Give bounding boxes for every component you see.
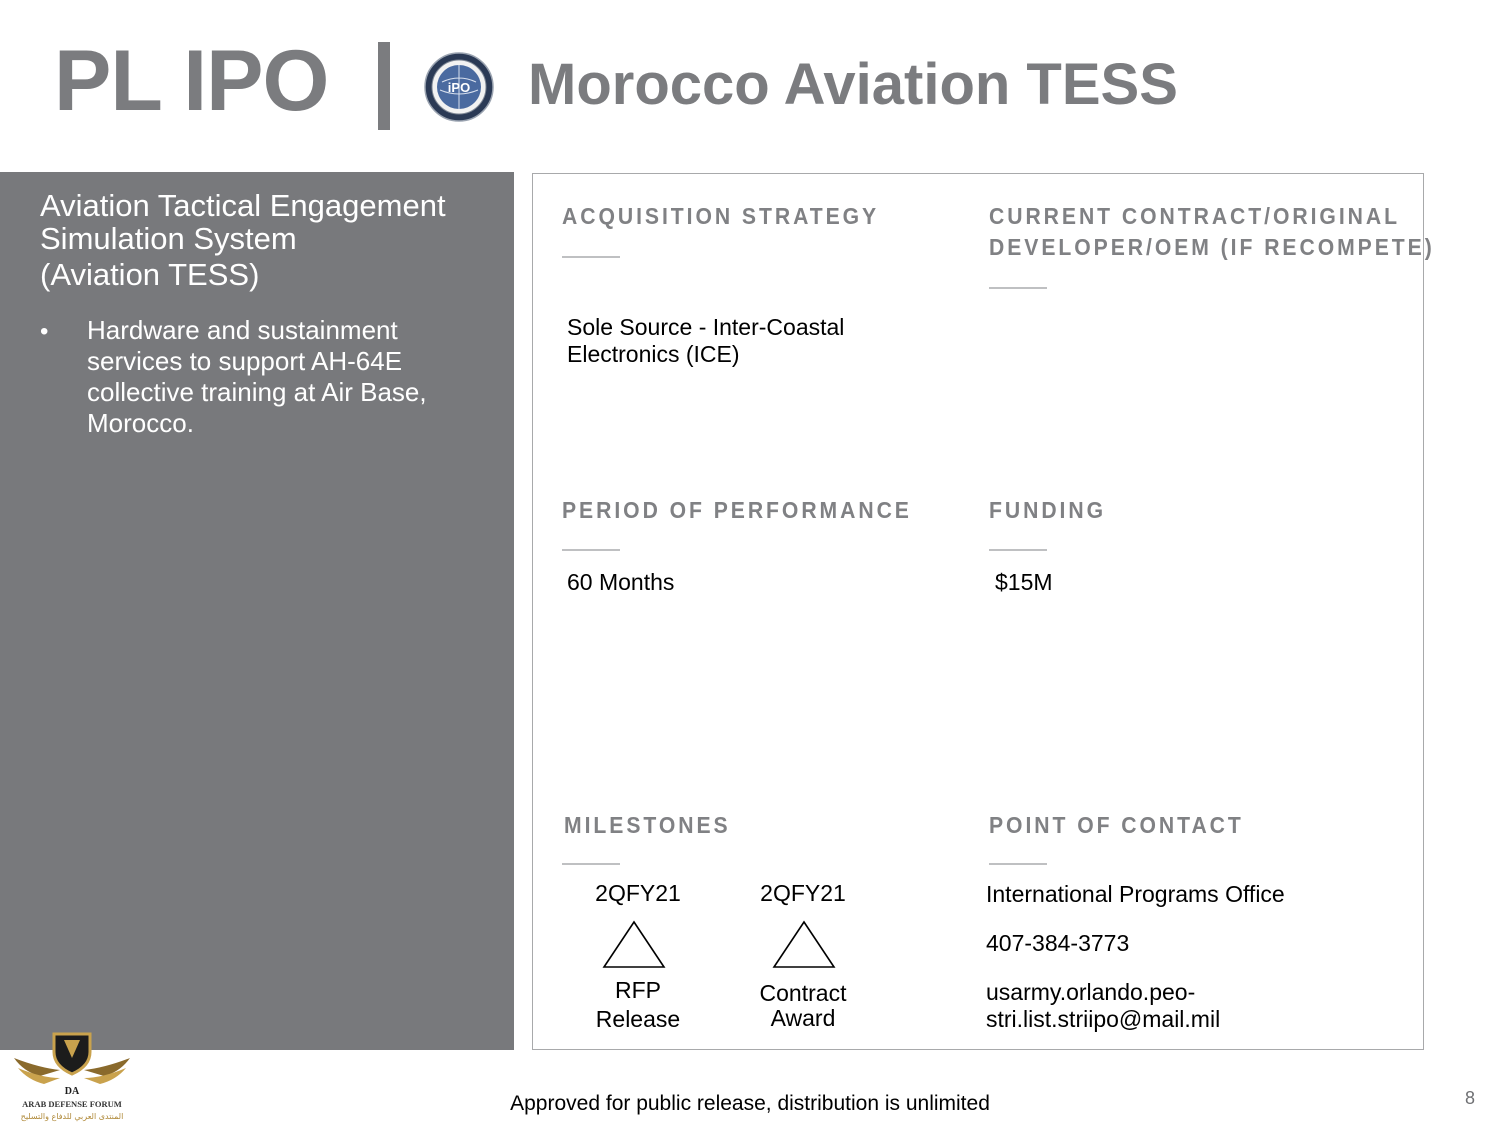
- program-description: Hardware and sustainment services to support AH-64E collective training at Air Base, Morocco.: [87, 315, 427, 438]
- acquisition-rule: [562, 256, 620, 258]
- program-details-box: [532, 173, 1424, 1050]
- logo-name-en: ARAB DEFENSE FORUM: [22, 1099, 122, 1109]
- acquisition-strategy-heading: ACQUISITION STRATEGY: [562, 203, 880, 229]
- milestone-award-label-line2: Award: [770, 1005, 836, 1031]
- page-number: 8: [1465, 1088, 1476, 1108]
- milestone-award-triangle-icon: [772, 920, 836, 970]
- title-divider: [378, 42, 390, 130]
- acquisition-strategy-value: Sole Source - Inter-Coastal Electronics (ICE): [567, 314, 845, 367]
- program-title-line2: (Aviation TESS): [40, 257, 260, 292]
- seal-text: iPO: [447, 80, 471, 95]
- milestone-rfp-label-line1: RFP: [615, 977, 661, 1003]
- funding-heading: FUNDING: [989, 497, 1106, 523]
- bullet-marker: •: [40, 318, 49, 345]
- page-title: Morocco Aviation TESS: [528, 52, 1178, 117]
- point-of-contact-heading: POINT OF CONTACT: [989, 812, 1244, 838]
- current-contract-heading-line2: DEVELOPER/OEM (IF RECOMPETE): [989, 234, 1435, 260]
- milestones-rule: [562, 863, 620, 865]
- milestone-rfp-triangle-icon: [602, 920, 666, 970]
- milestone-rfp-label: [568, 977, 708, 1033]
- program-title-line1: Aviation Tactical Engagement Simulation System: [40, 188, 446, 256]
- funding-rule: [989, 549, 1047, 551]
- period-rule: [562, 549, 620, 551]
- contact-office: International Programs Office: [986, 881, 1285, 907]
- period-of-performance-value: 60 Months: [567, 569, 675, 595]
- contact-email[interactable]: [986, 979, 1220, 1033]
- funding-value: $15M: [995, 569, 1053, 595]
- contract-rule: [989, 287, 1047, 289]
- milestone-award-label: [733, 981, 873, 1031]
- milestones-heading: MILESTONES: [564, 812, 731, 838]
- release-notice: Approved for public release, distribution is unlimited: [510, 1092, 990, 1115]
- contact-email-line1: usarmy.orlando.peo-: [986, 979, 1196, 1005]
- ipo-seal-icon: [424, 52, 494, 122]
- org-name: PL IPO: [54, 33, 329, 129]
- current-contract-heading-line1: CURRENT CONTRACT/ORIGINAL: [989, 203, 1400, 229]
- contact-rule: [989, 863, 1047, 865]
- contact-email-line2: stri.list.striipo@mail.mil: [986, 1006, 1221, 1032]
- program-title: [40, 189, 490, 291]
- milestone-rfp-label-line2: Release: [595, 1006, 681, 1032]
- contact-phone: 407-384-3773: [986, 930, 1130, 956]
- period-of-performance-heading: PERIOD OF PERFORMANCE: [562, 497, 912, 523]
- milestone-award-date: 2QFY21: [760, 880, 846, 906]
- milestone-rfp-date: 2QFY21: [595, 880, 681, 906]
- logo-name-ar: المنتدى العربي للدفاع والتسليح: [20, 1112, 124, 1121]
- program-panel: [0, 172, 514, 1050]
- logo-monogram: DA: [64, 1086, 80, 1097]
- milestone-award-label-line1: Contract: [759, 980, 847, 1006]
